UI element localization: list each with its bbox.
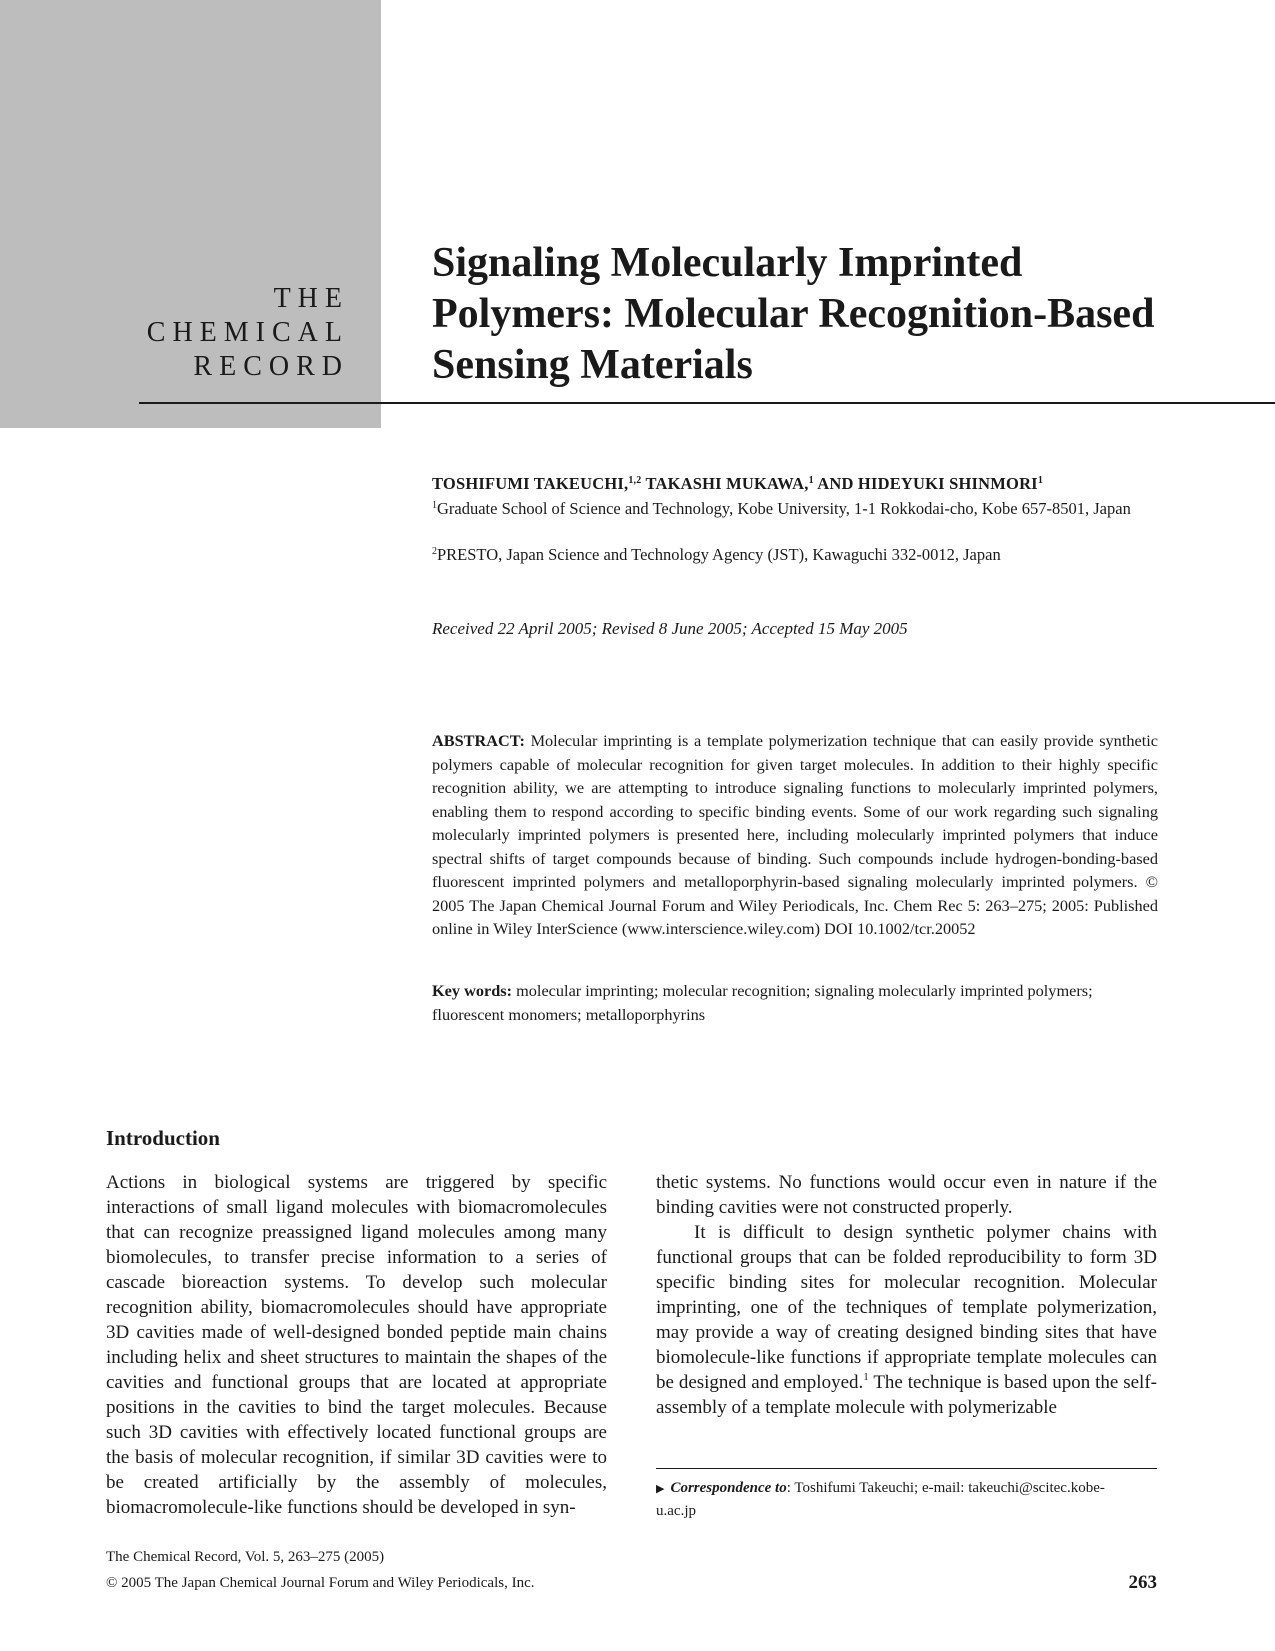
affiliation-2 [432, 543, 1152, 566]
citation-ref[interactable]: 1 [863, 1371, 869, 1383]
body-text: The technique is based upon the self-assembly of a template molecule with polymerizable [656, 1372, 1157, 1418]
footnote-label: Correspondence to [670, 1480, 787, 1496]
author-name: TOSHIFUMI TAKEUCHI, [432, 474, 629, 493]
article-title [432, 238, 1232, 391]
triangle-right-icon: ▶ [656, 1483, 665, 1495]
footnote-divider [656, 1468, 1157, 1469]
affiliation-sup: 2 [432, 546, 437, 557]
keywords [432, 979, 1158, 1026]
title-line: Sensing Materials [432, 342, 753, 388]
journal-name-line: THE [273, 283, 349, 314]
body-text: It is difficult to design synthetic polymer chains with functional groups that can be folded reproducibility to form 3D specific binding sites for molecular recognition. Molecular imprinting, one of the techniques of template polymerization, may provide a way of creating designed binding sites that have biomolecule-like functions if appropriate template molecules can be designed and employed. [656, 1222, 1157, 1393]
affiliation-sup: 1 [432, 500, 437, 511]
author-name: AND HIDEYUKI SHINMORI [817, 474, 1038, 493]
body-paragraph [656, 1220, 1157, 1420]
received-dates: Received 22 April 2005; Revised 8 June 2005; Accepted 15 May 2005 [432, 619, 908, 638]
journal-name [110, 282, 349, 384]
keywords-label: Key words: [432, 981, 513, 1000]
body-column-right [656, 1170, 1157, 1420]
affiliation-text: Graduate School of Science and Technology, Kobe University, 1-1 Rokkodai-cho, Kobe 657-8501, Japan [437, 499, 1131, 518]
body-paragraph: Actions in biological systems are triggered by specific interactions of small ligand molecules with biomacromolecules that can recognize preassigned ligand molecules among many biomolecules, to transfer precise information to a series of cascade bioreaction systems. To develop such molecular recognition ability, biomacromolecules should have appropriate 3D cavities made of well-designed bonded peptide main chains including helix and sheet structures to maintain the shapes of the cavities and functional groups that are located at appropriate positions in the cavities to bind the target molecules. Because such 3D cavities with effectively located functional groups are the basis of molecular recognition, if similar 3D cavities were to be created artificially by the assembly of molecules, biomacromolecule-like functions should be developed in syn- [106, 1172, 607, 1518]
body-paragraph: thetic systems. No functions would occur even in nature if the binding cavities were not constructed properly. [656, 1172, 1157, 1218]
page-number: 263 [1128, 1572, 1157, 1593]
copyright-notice: © 2005 The Japan Chemical Journal Forum and Wiley Periodicals, Inc. [106, 1575, 535, 1591]
keywords-text: molecular imprinting; molecular recognition; signaling molecularly imprinted polymers; fluorescent monomers; metalloporphyrins [432, 981, 1093, 1024]
journal-name-line: RECORD [193, 351, 349, 382]
author-affil-sup: 1 [1037, 475, 1044, 486]
journal-name-line: CHEMICAL [146, 317, 349, 348]
abstract [432, 729, 1158, 941]
author-affil-sup: 1,2 [628, 475, 642, 486]
affiliation-1 [432, 497, 1152, 520]
correspondence-footnote [656, 1477, 1136, 1522]
body-column-left [106, 1170, 607, 1520]
title-line: Signaling Molecularly Imprinted [432, 240, 1023, 286]
title-line: Polymers: Molecular Recognition-Based [432, 291, 1155, 337]
title-divider [139, 402, 1275, 404]
section-heading-introduction: Introduction [106, 1126, 220, 1150]
footnote-text: : Toshifumi Takeuchi; e-mail: takeuchi@scitec.kobe-u.ac.jp [656, 1480, 1105, 1519]
author-list [432, 474, 1152, 494]
journal-citation: The Chemical Record, Vol. 5, 263–275 (2005) [106, 1549, 385, 1565]
author-name: TAKASHI MUKAWA, [645, 474, 809, 493]
abstract-label: ABSTRACT: [432, 731, 525, 750]
author-affil-sup: 1 [808, 475, 814, 486]
affiliation-text: PRESTO, Japan Science and Technology Agency (JST), Kawaguchi 332-0012, Japan [437, 545, 1001, 564]
abstract-text: Molecular imprinting is a template polymerization technique that can easily provide synthetic polymers capable of molecular recognition for given target molecules. In addition to their highly specific recognition ability, we are attempting to introduce signaling functions to molecularly imprinted polymers, enabling them to respond according to specific binding events. Some of our work regarding such signaling molecularly imprinted polymers is presented here, including molecularly imprinted polymers that induce spectral shifts of target compounds because of binding. Such compounds include hydrogen-bonding-based fluorescent imprinted polymers and metalloporphyrin-based signaling molecularly imprinted polymers. © 2005 The Japan Chemical Journal Forum and Wiley Periodicals, Inc. Chem Rec 5: 263–275; 2005: Published online in Wiley InterScience (www.interscience.wiley.com) DOI 10.1002/tcr.20052 [432, 731, 1158, 938]
